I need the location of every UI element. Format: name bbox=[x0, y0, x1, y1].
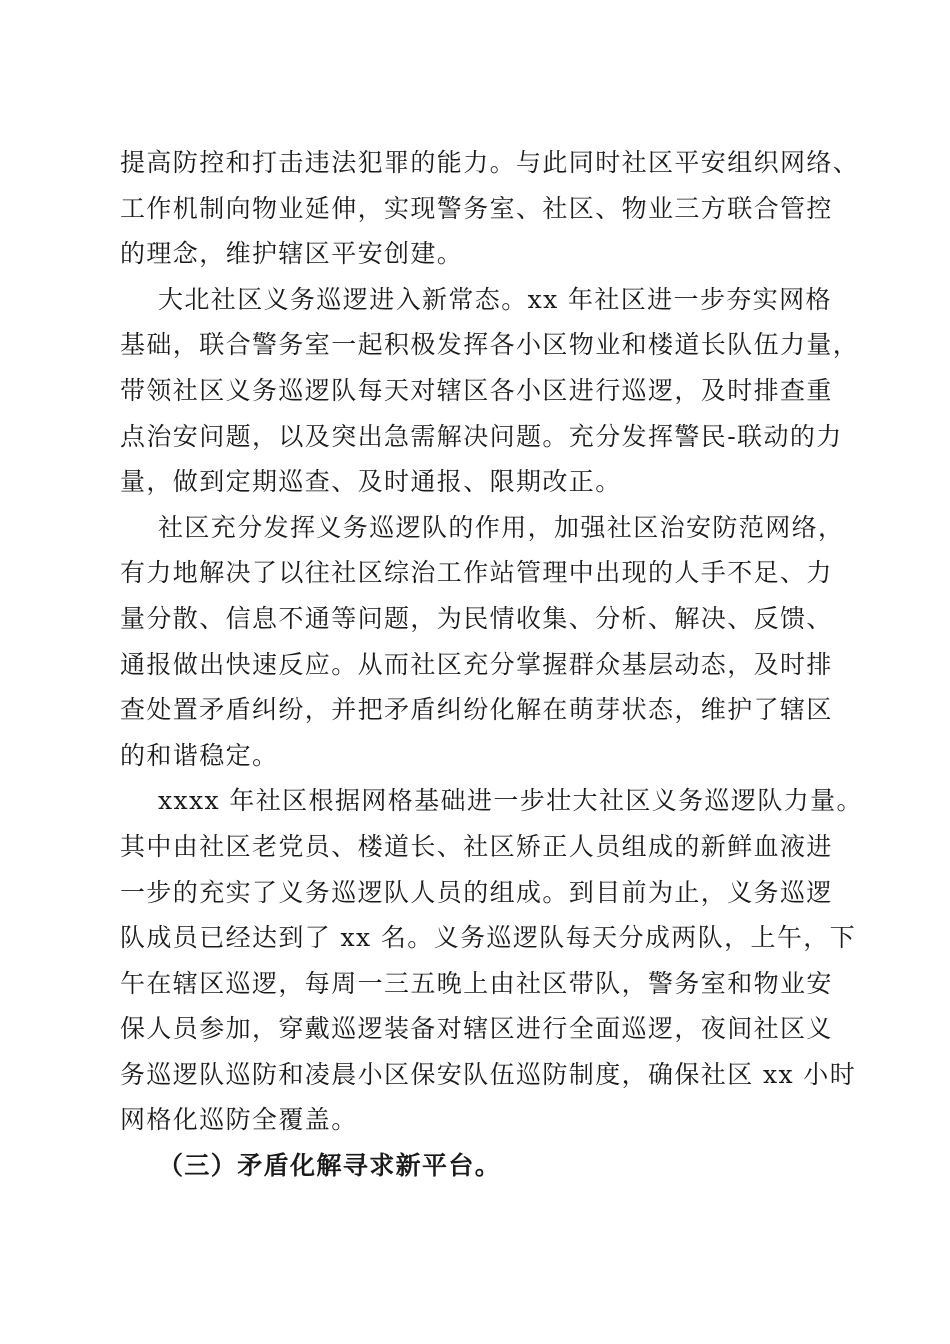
text-line: 有力地解决了以往社区综治工作站管理中出现的人手不足、力 bbox=[120, 558, 833, 588]
section-heading: （三）矛盾化解寻求新平台。 bbox=[158, 1151, 502, 1181]
text-line: 量，做到定期巡查、及时通报、限期改正。 bbox=[120, 467, 622, 497]
text-line: 保人员参加，穿戴巡逻装备对辖区进行全面巡逻，夜间社区义 bbox=[120, 1014, 833, 1044]
paragraph-2 bbox=[120, 277, 860, 505]
text-line: 网格化巡防全覆盖。 bbox=[120, 1105, 358, 1135]
body-text bbox=[120, 140, 863, 1189]
text-line: 其中由社区老党员、楼道长、社区矫正人员组成的新鲜血液进 bbox=[120, 831, 833, 861]
text-line: 务巡逻队巡防和凌晨小区保安队伍巡防制度，确保社区 xx 小时 bbox=[120, 1059, 857, 1089]
paragraph-1 bbox=[120, 140, 860, 277]
text-line: 带领社区义务巡逻队每天对辖区各小区进行巡逻，及时排查重 bbox=[120, 375, 833, 405]
text-line: 午在辖区巡逻，每周一三五晚上由社区带队，警务室和物业安 bbox=[120, 968, 833, 998]
text-line: 的和谐稳定。 bbox=[120, 740, 279, 770]
text-line: 工作机制向物业延伸，实现警务室、社区、物业三方联合管控 bbox=[120, 193, 833, 223]
text-line: xxxx 年社区根据网格基础进一步壮大社区义务巡逻队力量。 bbox=[158, 786, 863, 816]
text-line: 量分散、信息不通等问题，为民情收集、分析、解决、反馈、 bbox=[120, 603, 833, 633]
text-line: 的理念，维护辖区平安创建。 bbox=[120, 239, 464, 269]
paragraph-3 bbox=[120, 505, 845, 779]
text-line: 查处置矛盾纠纷，并把矛盾纠纷化解在萌芽状态，维护了辖区 bbox=[120, 695, 833, 725]
text-line: 一步的充实了义务巡逻队人员的组成。到目前为止，义务巡逻 bbox=[120, 877, 833, 907]
text-line: 点治安问题，以及突出急需解决问题。充分发挥警民-联动的力 bbox=[120, 421, 843, 451]
text-line: 社区充分发挥义务巡逻队的作用，加强社区治安防范网络， bbox=[158, 512, 845, 542]
paragraph-4 bbox=[120, 778, 863, 1143]
text-line: 大北社区义务巡逻进入新常态。xx 年社区进一步夯实网格 bbox=[158, 284, 832, 314]
text-line: 提高防控和打击违法犯罪的能力。与此同时社区平安组织网络、 bbox=[120, 148, 860, 177]
text-line: 通报做出快速反应。从而社区充分掌握群众基层动态，及时排 bbox=[120, 649, 833, 679]
text-line: 基础，联合警务室一起积极发挥各小区物业和楼道长队伍力量， bbox=[120, 330, 860, 360]
text-line: 队成员已经达到了 xx 名。义务巡逻队每天分成两队，上午，下 bbox=[120, 923, 857, 953]
